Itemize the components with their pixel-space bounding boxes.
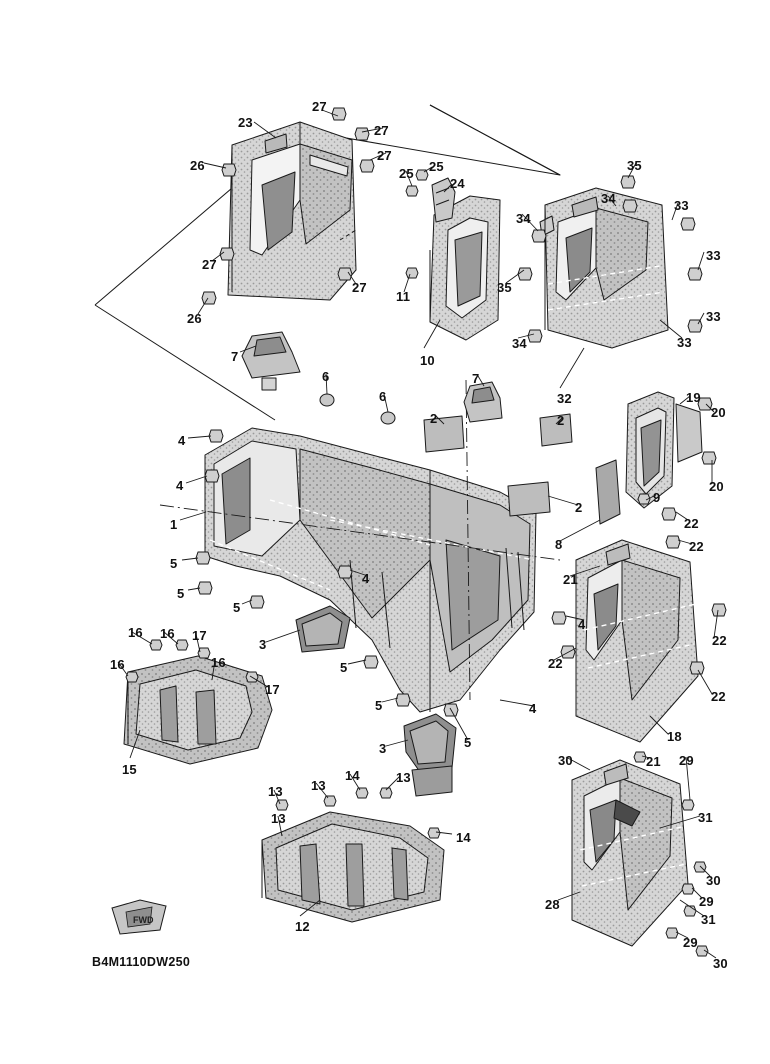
callout-30: 30 bbox=[706, 873, 721, 888]
callout-7: 7 bbox=[231, 349, 239, 364]
callout-6: 6 bbox=[322, 369, 330, 384]
callout-17: 17 bbox=[265, 682, 280, 697]
callout-18: 18 bbox=[667, 729, 682, 744]
callout-13: 13 bbox=[268, 784, 283, 799]
callout-29: 29 bbox=[683, 935, 698, 950]
callout-25: 25 bbox=[429, 159, 444, 174]
callout-33: 33 bbox=[674, 198, 689, 213]
callout-16: 16 bbox=[211, 655, 226, 670]
callout-20: 20 bbox=[709, 479, 724, 494]
callout-13: 13 bbox=[311, 778, 326, 793]
callout-2: 2 bbox=[430, 411, 438, 426]
callout-13: 13 bbox=[396, 770, 411, 785]
callout-5: 5 bbox=[177, 586, 185, 601]
callout-8: 8 bbox=[555, 537, 563, 552]
callout-26: 26 bbox=[187, 311, 202, 326]
callout-27: 27 bbox=[352, 280, 367, 295]
callout-30: 30 bbox=[713, 956, 728, 971]
callout-27: 27 bbox=[202, 257, 217, 272]
callout-23: 23 bbox=[238, 115, 253, 130]
callout-33: 33 bbox=[706, 248, 721, 263]
callout-3: 3 bbox=[259, 637, 267, 652]
callout-34: 34 bbox=[601, 191, 616, 206]
callout-3: 3 bbox=[379, 741, 387, 756]
callout-15: 15 bbox=[122, 762, 137, 777]
callout-22: 22 bbox=[689, 539, 704, 554]
callout-35: 35 bbox=[497, 280, 512, 295]
callout-22: 22 bbox=[548, 656, 563, 671]
callout-16: 16 bbox=[128, 625, 143, 640]
callout-14: 14 bbox=[345, 768, 360, 783]
callout-13: 13 bbox=[271, 811, 286, 826]
callout-31: 31 bbox=[701, 912, 716, 927]
callout-2: 2 bbox=[575, 500, 583, 515]
callout-27: 27 bbox=[377, 148, 392, 163]
callout-11: 11 bbox=[396, 289, 411, 304]
callout-28: 28 bbox=[545, 897, 560, 912]
callout-20: 20 bbox=[711, 405, 726, 420]
callout-4: 4 bbox=[578, 617, 586, 632]
callout-34: 34 bbox=[516, 211, 531, 226]
callout-4: 4 bbox=[176, 478, 184, 493]
callout-5: 5 bbox=[340, 660, 348, 675]
callout-25: 25 bbox=[399, 166, 414, 181]
callout-22: 22 bbox=[684, 516, 699, 531]
callout-29: 29 bbox=[679, 753, 694, 768]
part-number-label: B4M1110DW250 bbox=[92, 955, 191, 969]
callout-4: 4 bbox=[529, 701, 537, 716]
callout-33: 33 bbox=[677, 335, 692, 350]
callout-1: 1 bbox=[170, 517, 178, 532]
callout-32: 32 bbox=[557, 391, 572, 406]
callout-5: 5 bbox=[233, 600, 241, 615]
callout-5: 5 bbox=[170, 556, 178, 571]
callout-9: 9 bbox=[653, 490, 661, 505]
callout-10: 10 bbox=[420, 353, 435, 368]
callout-31: 31 bbox=[698, 810, 713, 825]
callout-24: 24 bbox=[450, 176, 465, 191]
callout-22: 22 bbox=[711, 689, 726, 704]
callout-33: 33 bbox=[706, 309, 721, 324]
callout-22: 22 bbox=[712, 633, 727, 648]
callout-16: 16 bbox=[110, 657, 125, 672]
fwd-text: FWD bbox=[133, 915, 154, 925]
callout-26: 26 bbox=[190, 158, 205, 173]
callout-27: 27 bbox=[374, 123, 389, 138]
callout-4: 4 bbox=[178, 433, 186, 448]
callout-34: 34 bbox=[512, 336, 527, 351]
callout-6: 6 bbox=[379, 389, 387, 404]
callout-14: 14 bbox=[456, 830, 471, 845]
callout-35: 35 bbox=[627, 158, 642, 173]
callout-16: 16 bbox=[160, 626, 175, 641]
callout-21: 21 bbox=[563, 572, 578, 587]
callout-21: 21 bbox=[646, 754, 661, 769]
callout-29: 29 bbox=[699, 894, 714, 909]
callout-30: 30 bbox=[558, 753, 573, 768]
callout-19: 19 bbox=[686, 390, 701, 405]
callout-5: 5 bbox=[464, 735, 472, 750]
callout-4: 4 bbox=[362, 571, 370, 586]
callout-2: 2 bbox=[557, 413, 565, 428]
callout-5: 5 bbox=[375, 698, 383, 713]
callout-12: 12 bbox=[295, 919, 310, 934]
callout-27: 27 bbox=[312, 99, 327, 114]
callout-17: 17 bbox=[192, 628, 207, 643]
callout-7: 7 bbox=[472, 371, 480, 386]
